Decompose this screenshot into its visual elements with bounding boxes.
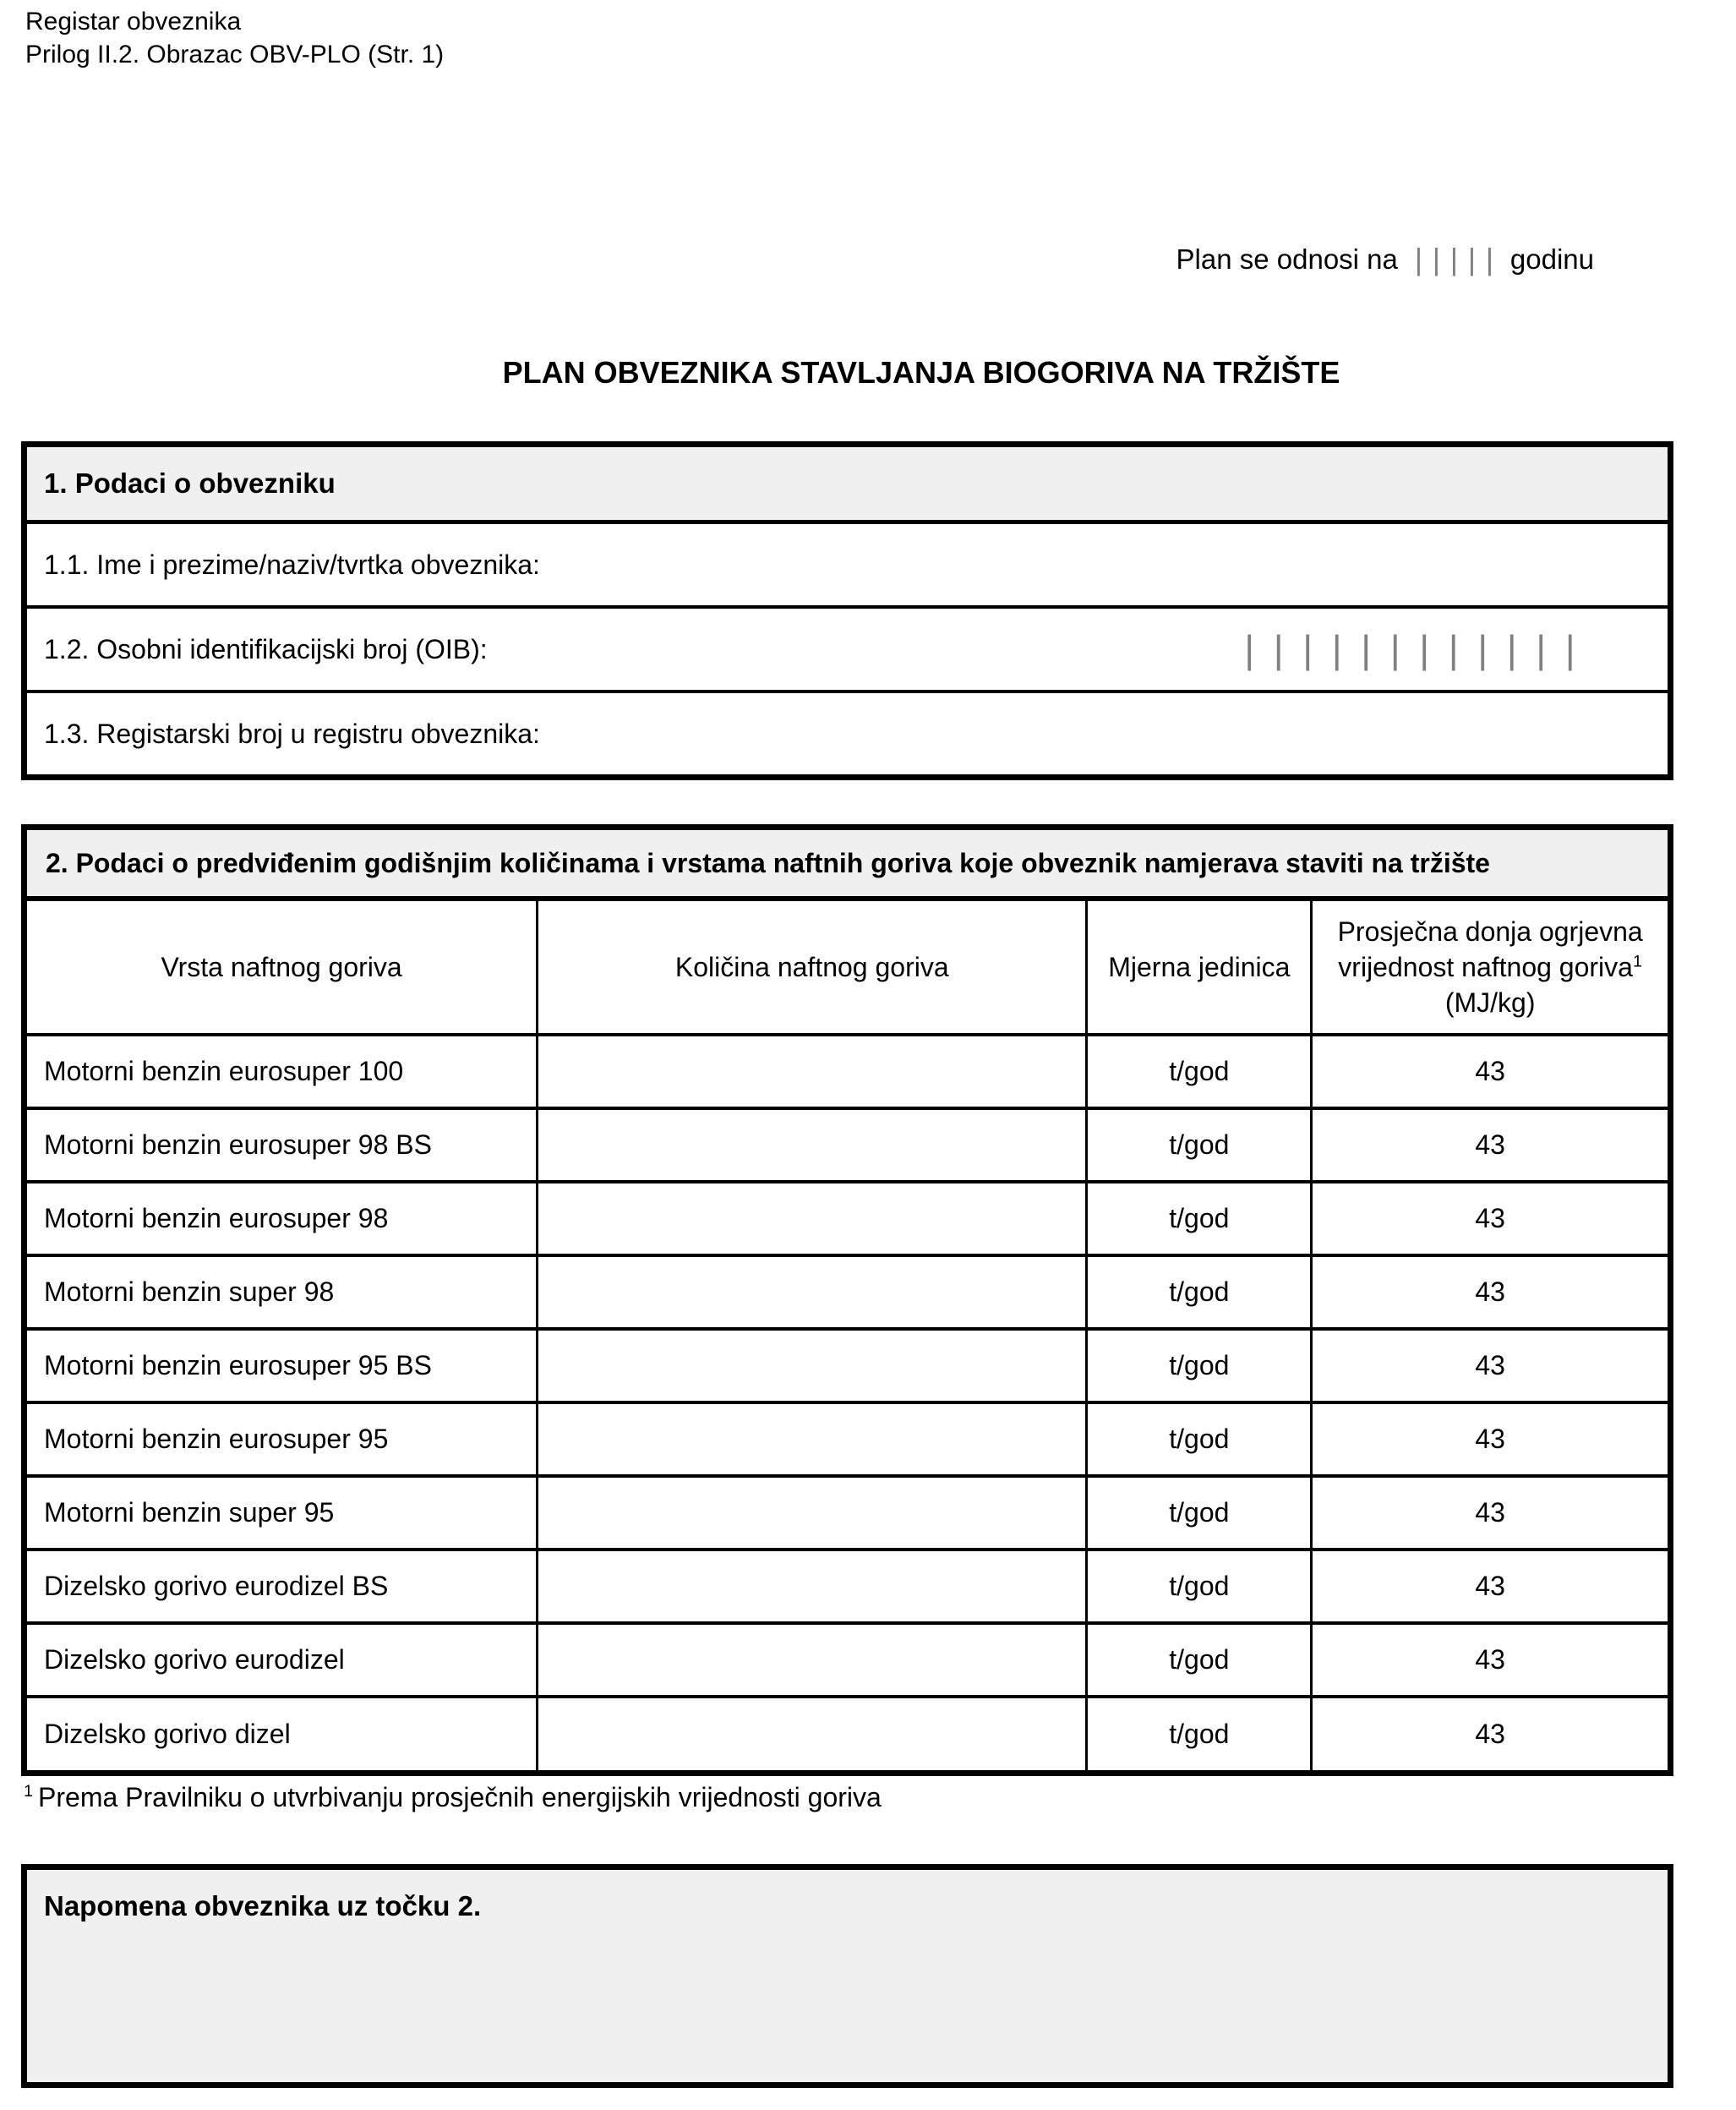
field-label-oib: 1.2. Osobni identifikacijski broj (OIB): (44, 633, 488, 664)
heating-value-cell: 43 (1312, 1550, 1668, 1623)
fuel-type-cell: Motorni benzin eurosuper 95 BS (27, 1329, 538, 1402)
registry-number-input-area[interactable] (540, 693, 1668, 774)
unit-cell: t/god (1087, 1255, 1312, 1329)
oib-cell-divider: | (1564, 627, 1575, 671)
fuel-type-cell: Motorni benzin eurosuper 98 (27, 1182, 538, 1255)
plan-year-prefix: Plan se odnosi na (1176, 243, 1398, 275)
footnote-text: Prema Pravilniku o utvrbivanju prosječnih energijskih vrijednosti goriva (38, 1782, 882, 1812)
page-title: PLAN OBVEZNIKA STAVLJANJA BIOGORIVA NA TRŽIŠTE (502, 355, 1340, 390)
heating-value-cell: 43 (1312, 1402, 1668, 1476)
oib-cell-divider: | (1389, 627, 1400, 671)
note-input-area[interactable] (44, 1922, 1668, 2074)
fuel-table-row (27, 1108, 1668, 1182)
quantity-cell[interactable] (538, 1550, 1087, 1623)
column-header-unit: Mjerna jedinica (1087, 901, 1312, 1035)
fuel-table-row (27, 1182, 1668, 1255)
oib-spacer (488, 609, 1235, 690)
name-input-area[interactable] (540, 524, 1668, 605)
quantity-cell[interactable] (538, 1035, 1087, 1108)
section-1-title: 1. Podaci o obvezniku (44, 467, 336, 499)
fuel-type-cell: Dizelsko gorivo dizel (27, 1697, 538, 1770)
oib-cell-divider: | (1536, 627, 1547, 671)
unit-cell: t/god (1087, 1108, 1312, 1182)
annex-line: Prilog II.2. Obrazac OBV-PLO (Str. 1) (25, 41, 445, 68)
section-2-title: 2. Podaci o predviđenim godišnjim količinama i vrstama naftnih goriva koje obveznik namjerava staviti na tržište (46, 847, 1490, 878)
footnote (24, 1782, 882, 1813)
fuel-table-row (27, 1550, 1668, 1623)
footnote-ref: 1 (24, 1782, 34, 1801)
fuel-type-cell: Motorni benzin super 95 (27, 1476, 538, 1550)
unit-cell: t/god (1087, 1550, 1312, 1623)
document-header (25, 5, 444, 71)
oib-cell-divider: | (1273, 627, 1284, 671)
fuel-table-row (27, 1476, 1668, 1550)
column-header-quantity: Količina naftnog goriva (538, 901, 1087, 1035)
quantity-cell[interactable] (538, 1108, 1087, 1182)
plan-year-suffix: godinu (1509, 243, 1594, 275)
field-label-name: 1.1. Ime i prezime/naziv/tvrtka obveznika: (44, 549, 540, 580)
year-cell-divider: | (1432, 242, 1441, 276)
fuel-table-row (27, 1035, 1668, 1108)
quantity-cell[interactable] (538, 1697, 1087, 1770)
plan-year-line (1176, 243, 1594, 276)
fuel-type-cell: Motorni benzin eurosuper 98 BS (27, 1108, 538, 1182)
heating-value-cell: 43 (1312, 1329, 1668, 1402)
fuel-type-cell: Motorni benzin eurosuper 95 (27, 1402, 538, 1476)
fuel-type-cell: Dizelsko gorivo eurodizel BS (27, 1550, 538, 1623)
fuel-table (27, 901, 1668, 1770)
field-row-oib (27, 609, 1668, 693)
year-cell-divider: | (1449, 242, 1459, 276)
fuel-table-row (27, 1623, 1668, 1697)
oib-cell-divider: | (1361, 627, 1372, 671)
heating-value-cell: 43 (1312, 1623, 1668, 1697)
oib-cell-divider: | (1506, 627, 1517, 671)
fuel-table-header-row (27, 901, 1668, 1035)
quantity-cell[interactable] (538, 1623, 1087, 1697)
unit-cell: t/god (1087, 1476, 1312, 1550)
oib-cell-divider: | (1448, 627, 1459, 671)
column-header-fuel-type: Vrsta naftnog goriva (27, 901, 538, 1035)
heating-value-header-text: Prosječna donja ogrjevna vrijednost naftnog goriva (1337, 916, 1643, 982)
heating-value-cell: 43 (1312, 1182, 1668, 1255)
column-header-heating-value (1312, 901, 1668, 1035)
heating-value-cell: 43 (1312, 1255, 1668, 1329)
heating-value-cell: 43 (1312, 1035, 1668, 1108)
fuel-type-cell: Motorni benzin eurosuper 100 (27, 1035, 538, 1108)
unit-cell: t/god (1087, 1035, 1312, 1108)
heating-value-header-footnote-ref: 1 (1632, 952, 1642, 971)
section-2-header (27, 830, 1668, 901)
fuel-table-row (27, 1329, 1668, 1402)
oib-cell-divider: | (1477, 627, 1488, 671)
fuel-table-body (27, 1035, 1668, 1770)
note-box-title: Napomena obveznika uz točku 2. (44, 1890, 482, 1921)
section-2-box (21, 824, 1673, 1776)
oib-input-cells[interactable] (1235, 627, 1585, 671)
field-row-name (27, 524, 1668, 609)
quantity-cell[interactable] (538, 1255, 1087, 1329)
unit-cell: t/god (1087, 1402, 1312, 1476)
registry-line: Registar obveznika (25, 8, 242, 36)
unit-cell: t/god (1087, 1697, 1312, 1770)
unit-cell: t/god (1087, 1329, 1312, 1402)
heating-value-cell: 43 (1312, 1697, 1668, 1770)
oib-cell-divider: | (1302, 627, 1313, 671)
year-cell-divider: | (1467, 242, 1477, 276)
note-box (21, 1864, 1673, 2088)
fuel-table-row (27, 1697, 1668, 1770)
heating-value-cell: 43 (1312, 1108, 1668, 1182)
year-cell-divider: | (1414, 242, 1423, 276)
quantity-cell[interactable] (538, 1329, 1087, 1402)
oib-cell-divider: | (1244, 627, 1255, 671)
heating-value-cell: 43 (1312, 1476, 1668, 1550)
year-cell-divider: | (1485, 242, 1494, 276)
heating-value-header-unit: (MJ/kg) (1444, 987, 1536, 1018)
field-row-registry-number (27, 693, 1668, 774)
fuel-type-cell: Motorni benzin super 98 (27, 1255, 538, 1329)
oib-cell-divider: | (1331, 627, 1342, 671)
unit-cell: t/god (1087, 1182, 1312, 1255)
oib-cell-divider: | (1419, 627, 1430, 671)
fuel-type-cell: Dizelsko gorivo eurodizel (27, 1623, 538, 1697)
quantity-cell[interactable] (538, 1182, 1087, 1255)
year-input-cells[interactable] (1410, 244, 1499, 275)
field-label-registry-number: 1.3. Registarski broj u registru obveznika: (44, 718, 540, 749)
unit-cell: t/god (1087, 1623, 1312, 1697)
section-1-box (21, 441, 1673, 780)
quantity-cell[interactable] (538, 1402, 1087, 1476)
section-1-header (27, 447, 1668, 524)
fuel-table-row (27, 1255, 1668, 1329)
fuel-table-row (27, 1402, 1668, 1476)
quantity-cell[interactable] (538, 1476, 1087, 1550)
